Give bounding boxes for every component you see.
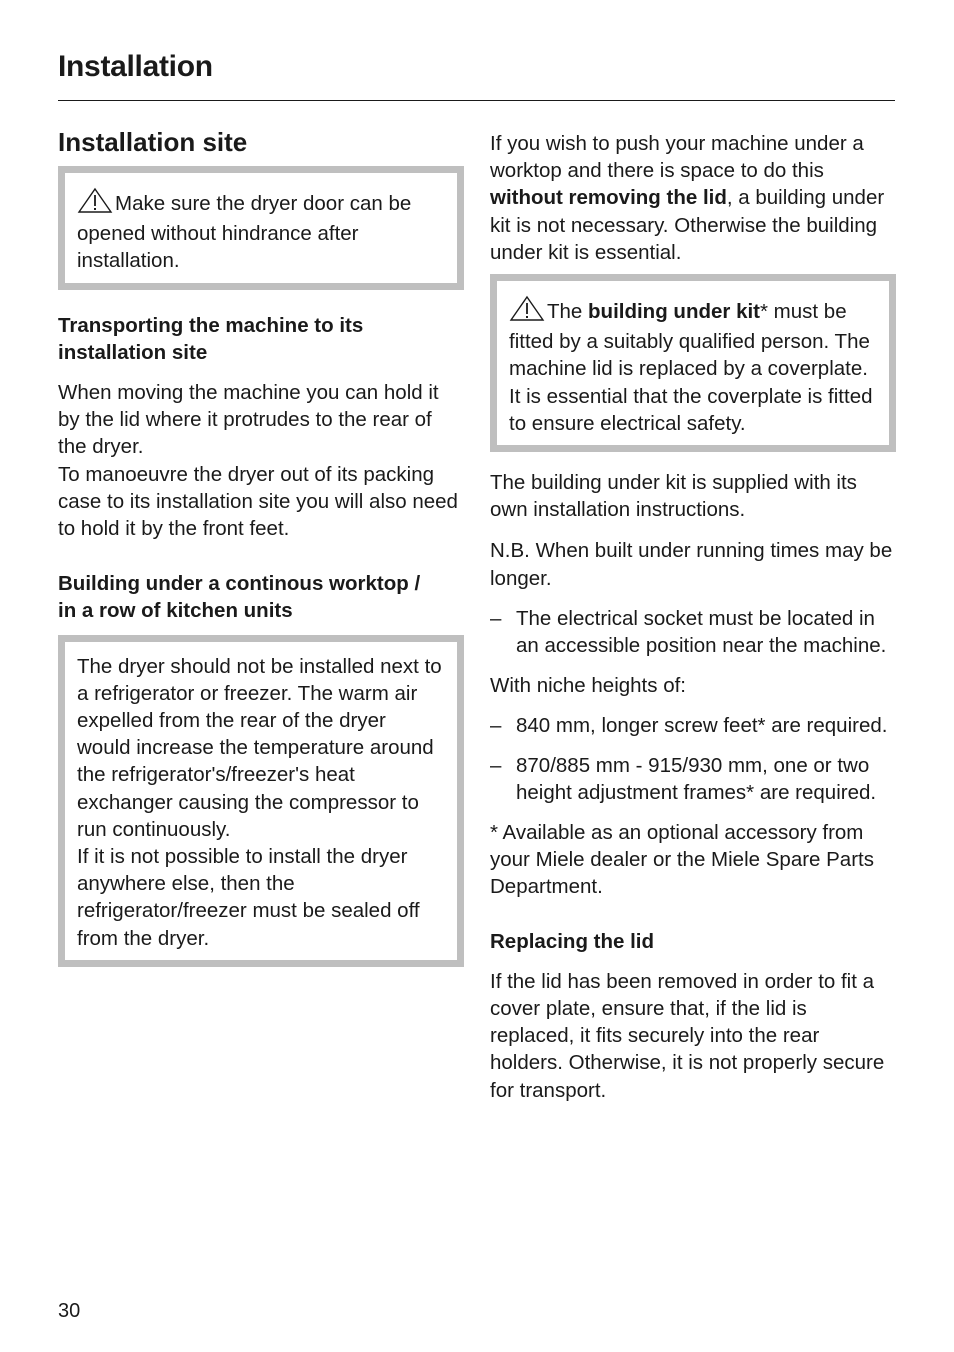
left-column xyxy=(58,126,464,967)
warning-box-door xyxy=(58,166,464,290)
transport-para-1: When moving the machine you can hold it by the lid where it protrudes to the rear of the dryer. xyxy=(58,381,439,459)
heading-replacing-lid: Replacing the lid xyxy=(490,929,655,953)
heading-building-line1: Building under a continous worktop / xyxy=(58,572,421,596)
dash-bullet: – xyxy=(490,714,502,738)
kit-warning-start: The xyxy=(547,300,589,324)
refrigerator-para-1: The dryer should not be installed next to a refrigerator or freezer. The warm air expelled from the rear of the dryer would increase the temperature around the refrigerator's/freezer's heat exchanger causing the compressor to run continuously. xyxy=(77,654,442,841)
title-divider xyxy=(58,100,895,101)
list-item xyxy=(490,605,896,659)
warning-triangle-icon xyxy=(509,295,545,328)
intro-paragraph xyxy=(490,130,896,266)
list-item xyxy=(490,752,896,806)
footnote-text: * Available as an optional accessory from your Miele dealer or the Miele Spare Parts Department. xyxy=(490,821,874,899)
page-title: Installation xyxy=(58,50,213,83)
heading-building-under xyxy=(58,570,464,624)
dash-bullet: – xyxy=(490,753,502,777)
kit-supplied-text: The building under kit is supplied with its own installation instructions. xyxy=(490,471,857,522)
list-item-text: 870/885 mm - 915/930 mm, one or two height adjustment frames* are required. xyxy=(516,753,877,804)
socket-list xyxy=(490,605,896,659)
kit-warning-bold: building under kit xyxy=(588,300,760,324)
heading-transport-line2: installation site xyxy=(58,340,208,364)
warning-box-building-kit xyxy=(490,274,896,452)
kit-warning-end: * must be fitted by a suitably qualified person. The machine lid is replaced by a coverplate. It is essential that the coverplate is fitted to ensure electrical safety. xyxy=(509,300,873,435)
heading-transport xyxy=(58,312,464,366)
transport-para-2: To manoeuvre the dryer out of its packing case to its installation site you will also need to hold it by the front feet. xyxy=(58,462,458,541)
nb-text: N.B. When built under running times may be longer. xyxy=(490,539,893,590)
list-item-text: The electrical socket must be located in an accessible position near the machine. xyxy=(516,606,887,658)
heading-transport-line1: Transporting the machine to its xyxy=(58,313,364,337)
section-title-installation-site: Installation site xyxy=(58,127,248,157)
list-item xyxy=(490,712,896,739)
niche-list xyxy=(490,712,896,806)
list-item-text: 840 mm, longer screw feet* are required. xyxy=(516,714,888,738)
info-box-refrigerator xyxy=(58,635,464,967)
refrigerator-para-2: If it is not possible to install the dryer anywhere else, then the refrigerator/freezer must be sealed off from the dryer. xyxy=(77,845,420,950)
intro-text-start: If you wish to push your machine under a worktop and there is space to do this xyxy=(490,132,864,183)
heading-building-line2: in a row of kitchen units xyxy=(58,599,293,623)
intro-text-bold: without removing the lid xyxy=(490,186,727,210)
right-column xyxy=(490,130,896,1104)
warning-text-door-content: Make sure the dryer door can be opened without hindrance after installation. xyxy=(77,192,412,273)
warning-triangle-icon xyxy=(77,187,113,220)
warning-text-door xyxy=(77,187,445,275)
niche-intro-text: With niche heights of: xyxy=(490,674,686,698)
page-number: 30 xyxy=(58,1300,81,1322)
replacing-lid-text: If the lid has been removed in order to fit a cover plate, ensure that, if the lid is replaced, it fits securely into the rear holders. Otherwise, it is not properly secure for transport. xyxy=(490,969,885,1102)
intro-text-end: , a building under kit is not necessary. Otherwise the building under kit is essential. xyxy=(490,186,885,264)
warning-text-building-kit xyxy=(509,295,877,437)
dash-bullet: – xyxy=(490,606,502,630)
